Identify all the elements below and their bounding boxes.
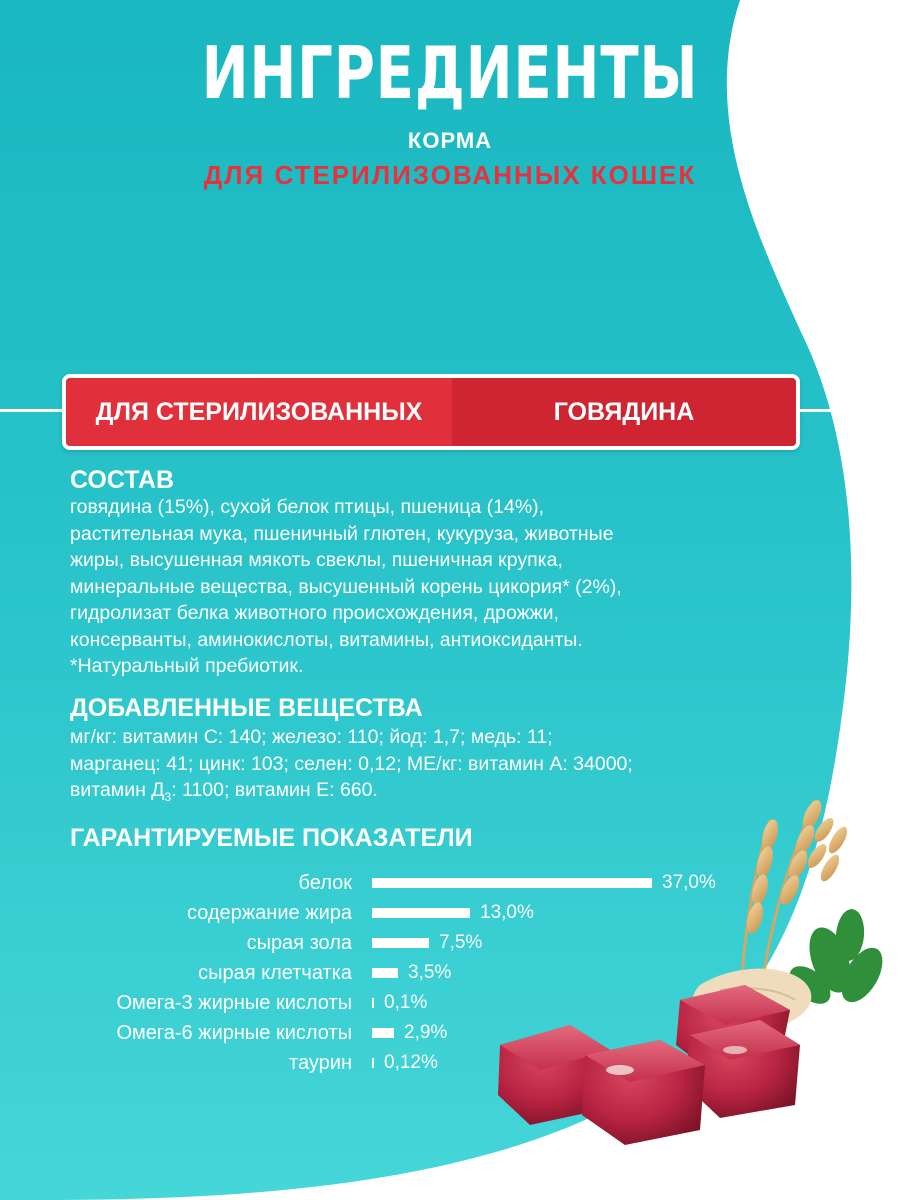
stat-row	[60, 868, 760, 898]
banner-variant-label: ДЛЯ СТЕРИЛИЗОВАННЫХ	[66, 378, 452, 446]
stat-bar	[372, 998, 374, 1008]
stat-row	[60, 988, 760, 1018]
stat-label: белок	[298, 872, 352, 894]
stat-row	[60, 958, 760, 988]
subtitle-target: ДЛЯ СТЕРИЛИЗОВАННЫХ КОШЕК	[203, 160, 697, 190]
stat-bar	[372, 878, 652, 888]
stat-value: 37,0%	[662, 872, 716, 893]
additives-line: марганец: 41; цинк: 103; селен: 0,12; МЕ/кг: витамин А: 34000;	[70, 752, 633, 775]
additives-heading: ДОБАВЛЕННЫЕ ВЕЩЕСТВА	[70, 694, 423, 722]
composition-footnote: *Натуральный пребиотик.	[70, 655, 304, 677]
stat-bar	[372, 1058, 374, 1068]
stat-bar	[372, 938, 429, 948]
composition-line: жиры, высушенная мякоть свеклы, пшеничная крупка,	[70, 549, 563, 571]
stat-value: 0,1%	[384, 992, 428, 1013]
stat-value: 7,5%	[439, 932, 483, 953]
composition-line: говядина (15%), сухой белок птицы, пшеница (14%),	[70, 496, 545, 518]
composition-line: растительная мука, пшеничный глютен, кукуруза, животные	[70, 522, 614, 545]
composition-line: минеральные вещества, высушенный корень цикория* (2%),	[70, 575, 622, 598]
page-title: ИНГРЕДИЕНТЫ	[201, 31, 699, 115]
additives-text	[70, 724, 790, 810]
stat-bar	[372, 968, 398, 978]
additives-line: витамин $Д_3$: 1100; витамин Е: 660.	[70, 779, 378, 804]
composition-heading: СОСТАВ	[70, 466, 175, 494]
stat-label: сырая клетчатка	[198, 962, 352, 984]
subtitle-product: КОРМА	[407, 128, 493, 153]
stat-label: содержание жира	[186, 902, 352, 924]
additives-line: мг/кг: витамин С: 140; железо: 110; йод: 1,7; медь: 11;	[70, 726, 553, 748]
variant-banner	[62, 374, 800, 450]
stat-label: Омега-3 жирные кислоты	[116, 992, 352, 1014]
composition-line: гидролизат белка животного происхождения, дрожжи,	[70, 602, 559, 624]
composition-line: консерванты, аминокислоты, витамины, антиоксиданты.	[70, 628, 583, 651]
stat-value: 13,0%	[480, 902, 534, 923]
stat-label: Омега-6 жирные кислоты	[116, 1022, 352, 1044]
banner-flavor-label: ГОВЯДИНА	[452, 378, 796, 446]
stat-value: 2,9%	[404, 1022, 448, 1043]
composition-text	[70, 494, 790, 680]
guaranteed-heading: ГАРАНТИРУЕМЫЕ ПОКАЗАТЕЛИ	[70, 824, 473, 852]
stat-value: 0,12%	[384, 1052, 438, 1073]
stat-row	[60, 928, 760, 958]
stat-bar	[372, 908, 470, 918]
stat-row	[60, 1048, 760, 1078]
stat-value: 3,5%	[408, 962, 452, 983]
stat-label: таурин	[289, 1052, 352, 1074]
stat-row	[60, 898, 760, 928]
stat-row	[60, 1018, 760, 1048]
stat-bar	[372, 1028, 394, 1038]
stat-label: сырая зола	[246, 932, 352, 954]
